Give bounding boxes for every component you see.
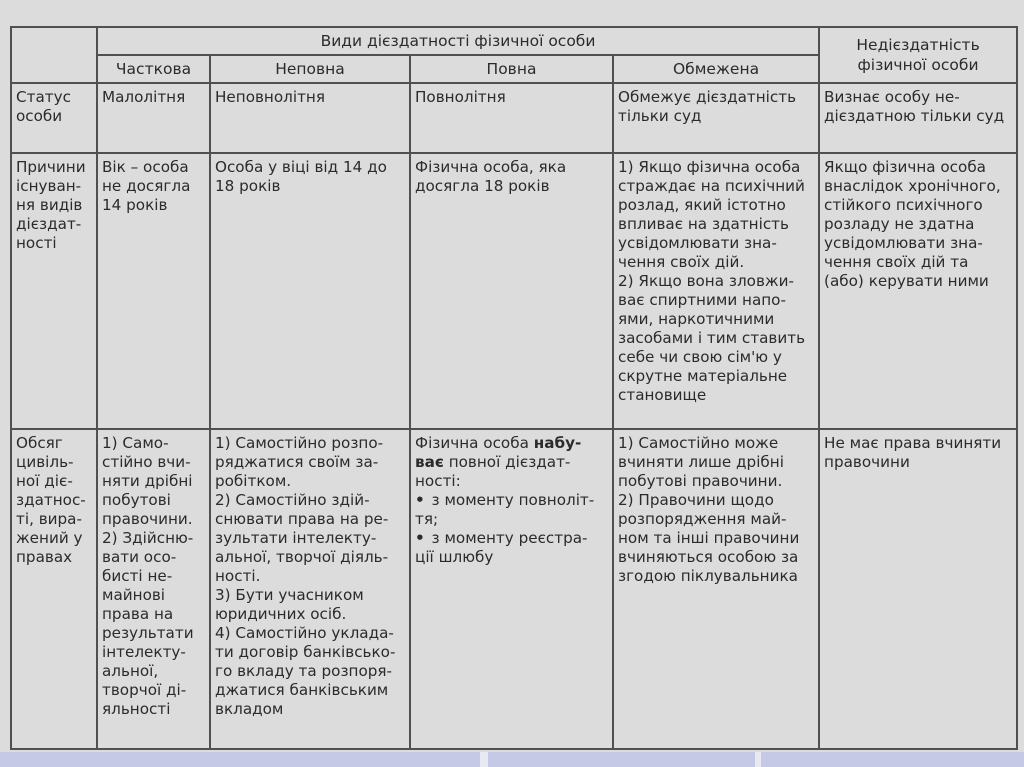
cell-line: бисті не-: [102, 567, 173, 585]
cell-text: Фізична особа: [415, 434, 534, 452]
cell-line: снювати права на ре-: [215, 510, 389, 528]
cell-line: Не має права вчиняти: [824, 434, 1002, 452]
cell-line: розлад, який істотно: [618, 196, 786, 214]
cell-line: творчої ді-: [102, 681, 187, 699]
column-header-label: Неповна: [275, 60, 345, 78]
scope-incapacity-cell: [819, 429, 1017, 749]
cell-text: з моменту повноліт-: [431, 491, 595, 509]
cell-text-bold: набу-: [533, 434, 582, 452]
cell-line: розладу не здатна: [824, 215, 975, 233]
cell-line: Вік – особа: [102, 158, 189, 176]
scope-partial-cell: [97, 429, 210, 749]
table-row-reasons: [11, 153, 1017, 429]
cell-line: страждає на психічний: [618, 177, 805, 195]
table-row-scope: [11, 429, 1017, 749]
column-header-incomplete: [210, 55, 410, 83]
reasons-limited-cell: [613, 153, 819, 429]
cell-line: результати: [102, 624, 194, 642]
row-label-line: Обсяг: [16, 434, 63, 452]
reasons-incapacity-cell: [819, 153, 1017, 429]
row-label-line: ня видів: [16, 196, 83, 214]
cell-line: робітком.: [215, 472, 292, 490]
cell-line: 18 років: [215, 177, 281, 195]
row-label-line: особи: [16, 107, 63, 125]
row-label-line: Статус: [16, 88, 71, 106]
column-header-limited: [613, 55, 819, 83]
bottom-band-gap: [480, 752, 488, 767]
bullet-item: [415, 491, 608, 510]
row-label-line: ної діє-: [16, 472, 73, 490]
cell-line: 2) Правочини щодо: [618, 491, 774, 509]
cell-line: не досягла: [102, 177, 191, 195]
row-label-line: здатнос-: [16, 491, 86, 509]
cell-line: ряджатися своїм за-: [215, 453, 379, 471]
cell-line: ності:: [415, 472, 461, 490]
cell-line: 1) Якщо фізична особа: [618, 158, 801, 176]
cell-line: чення своїх дій та: [824, 253, 969, 271]
cell-line: побутові: [102, 491, 171, 509]
cell-line: вчиняються особою за: [618, 548, 799, 566]
bullet-icon: •: [415, 491, 425, 509]
cell-line: вкладом: [215, 700, 284, 718]
cell-line: стійно вчи-: [102, 453, 191, 471]
cell-line: [415, 453, 608, 472]
bottom-band-gap: [755, 752, 761, 767]
cell-line: 2) Якщо вона зловжи-: [618, 272, 794, 290]
cell-line: 1) Самостійно може: [618, 434, 779, 452]
corner-cell: [11, 27, 97, 83]
cell-text: з моменту реєстра-: [431, 529, 588, 547]
cell-line: згодою піклувальника: [618, 567, 798, 585]
cell-line: стійкого психічного: [824, 196, 983, 214]
cell-line: джатися банківським: [215, 681, 389, 699]
cell-line: альної, творчої діяль-: [215, 548, 389, 566]
cell-line: майнові: [102, 586, 166, 604]
cell-line: становище: [618, 386, 707, 404]
types-header-label: Види дієздатності фізичної особи: [320, 32, 596, 50]
row-label-line: Причини: [16, 158, 86, 176]
cell-line: ції шлюбу: [415, 548, 494, 566]
cell-line: ває спиртними напо-: [618, 291, 786, 309]
row-label-reasons: [11, 153, 97, 429]
column-header-full: [410, 55, 613, 83]
cell-text-bold: ває: [415, 453, 444, 471]
cell-text: повної дієздат-: [443, 453, 571, 471]
cell-line: 14 років: [102, 196, 168, 214]
table-row-status: [11, 83, 1017, 153]
row-label-line: ті, вира-: [16, 510, 82, 528]
types-header: [97, 27, 819, 55]
incapacity-header-line: фізичної особи: [857, 56, 979, 74]
cell-line: 2) Здійсню-: [102, 529, 194, 547]
cell-line: засобами і тим ставить: [618, 329, 806, 347]
cell-line: Малолітня: [102, 88, 186, 106]
cell-line: розпорядження май-: [618, 510, 787, 528]
row-label-line: правах: [16, 548, 73, 566]
column-header-label: Часткова: [115, 60, 192, 78]
cell-line: впливає на здатність: [618, 215, 789, 233]
column-header-label: Обмежена: [672, 60, 760, 78]
row-label-scope: [11, 429, 97, 749]
cell-line: 4) Самостійно уклада-: [215, 624, 394, 642]
cell-line: юридичних осіб.: [215, 605, 347, 623]
scope-incomplete-cell: [210, 429, 410, 749]
cell-line: права на: [102, 605, 174, 623]
status-incomplete-cell: [210, 83, 410, 153]
cell-line: Повнолітня: [415, 88, 506, 106]
incapacity-header: [819, 27, 1017, 83]
cell-line: тільки суд: [618, 107, 702, 125]
cell-line: Фізична особа, яка: [415, 158, 567, 176]
cell-line: себе чи свою сім'ю у: [618, 348, 782, 366]
status-incapacity-cell: [819, 83, 1017, 153]
incapacity-header-line: Недієздатність: [856, 36, 980, 54]
cell-line: дієздатною тільки суд: [824, 107, 1005, 125]
cell-line: Якщо фізична особа: [824, 158, 986, 176]
row-label-line: ності: [16, 234, 57, 252]
cell-line: внаслідок хронічного,: [824, 177, 1001, 195]
row-label-line: дієздат-: [16, 215, 82, 233]
cell-line: 1) Само-: [102, 434, 169, 452]
bullet-icon: •: [415, 529, 425, 547]
status-full-cell: [410, 83, 613, 153]
status-limited-cell: [613, 83, 819, 153]
cell-line: ності.: [215, 567, 261, 585]
bullet-item: [415, 529, 608, 548]
cell-line: інтелекту-: [102, 643, 186, 661]
bottom-band: [0, 752, 1024, 767]
cell-line: ти договір банківсько-: [215, 643, 396, 661]
cell-line: правочини: [824, 453, 910, 471]
cell-line: альної,: [102, 662, 159, 680]
status-partial-cell: [97, 83, 210, 153]
cell-line: чення своїх дій.: [618, 253, 745, 271]
row-label-status: [11, 83, 97, 153]
cell-line: яльності: [102, 700, 171, 718]
cell-line: усвідомлювати зна-: [824, 234, 983, 252]
cell-line: зультати інтелекту-: [215, 529, 377, 547]
cell-line: (або) керувати ними: [824, 272, 989, 290]
cell-line: 3) Бути учасником: [215, 586, 364, 604]
cell-line: Неповнолітня: [215, 88, 325, 106]
cell-line: досягла 18 років: [415, 177, 550, 195]
cell-line: Обмежує дієздатність: [618, 88, 797, 106]
cell-line: 2) Самостійно здій-: [215, 491, 370, 509]
cell-line: побутові правочини.: [618, 472, 783, 490]
cell-line: скрутне матеріальне: [618, 367, 788, 385]
cell-line: вати осо-: [102, 548, 177, 566]
scope-limited-cell: [613, 429, 819, 749]
cell-line: правочини.: [102, 510, 193, 528]
cell-line: [415, 434, 608, 453]
cell-line: вчиняти лише дрібні: [618, 453, 784, 471]
reasons-full-cell: [410, 153, 613, 429]
capacity-table: [10, 26, 1018, 750]
scope-full-cell: [410, 429, 613, 749]
cell-line: Визнає особу не-: [824, 88, 960, 106]
cell-line: 1) Самостійно розпо-: [215, 434, 384, 452]
column-header-label: Повна: [486, 60, 537, 78]
row-label-line: існуван-: [16, 177, 82, 195]
cell-line: усвідомлювати зна-: [618, 234, 777, 252]
cell-line: ями, наркотичними: [618, 310, 775, 328]
row-label-line: жений у: [16, 529, 83, 547]
cell-line: тя;: [415, 510, 439, 528]
row-label-line: цивіль-: [16, 453, 74, 471]
reasons-incomplete-cell: [210, 153, 410, 429]
cell-line: няти дрібні: [102, 472, 193, 490]
column-header-partial: [97, 55, 210, 83]
cell-line: го вкладу та розпоря-: [215, 662, 393, 680]
cell-line: ном та інші правочини: [618, 529, 800, 547]
reasons-partial-cell: [97, 153, 210, 429]
cell-line: Особа у віці від 14 до: [215, 158, 387, 176]
